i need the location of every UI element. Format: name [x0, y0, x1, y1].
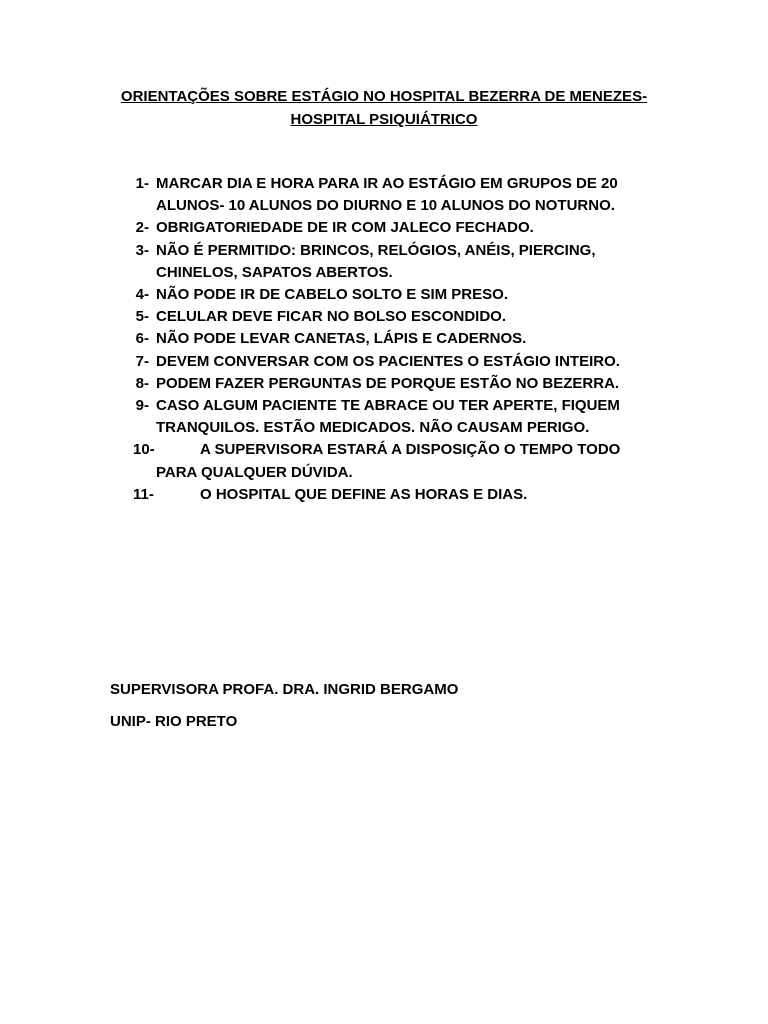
list-item — [0, 373, 768, 395]
list-item — [0, 484, 768, 506]
list-item-number: 3- — [135, 241, 149, 259]
institution-name: UNIP- RIO PRETO — [110, 713, 238, 730]
list-item-number: 7- — [135, 352, 149, 370]
list-item-number: 2- — [135, 219, 149, 237]
document-title-line-1: ORIENTAÇÕES SOBRE ESTÁGIO NO HOSPITAL BEZERRA DE MENEZES- — [120, 88, 648, 105]
list-item — [0, 328, 768, 350]
list-item-text: OBRIGATORIEDADE DE IR COM JALECO FECHADO. — [156, 219, 534, 237]
list-item-text — [156, 484, 636, 506]
list-item — [0, 173, 768, 217]
list-item-text-first: O HOSPITAL QUE DEFINE AS HORAS E DIAS. — [200, 485, 528, 503]
list-item-number: 10- — [133, 441, 155, 459]
list-item-text: NÃO PODE IR DE CABELO SOLTO E SIM PRESO. — [156, 286, 508, 304]
list-item — [0, 351, 768, 373]
supervisor-name: SUPERVISORA PROFA. DRA. INGRID BERGAMO — [110, 681, 459, 698]
list-item-text: PODEM FAZER PERGUNTAS DE PORQUE ESTÃO NO BEZERRA. — [156, 374, 620, 392]
list-item-text: MARCAR DIA E HORA PARA IR AO ESTÁGIO EM GRUPOS DE 20 ALUNOS- 10 ALUNOS DO DIURNO E 10 ALUNOS DO NOTURNO. — [156, 175, 618, 215]
list-item-text-rest: PARA QUALQUER DÚVIDA. — [156, 463, 353, 481]
list-item-text: NÃO PODE LEVAR CANETAS, LÁPIS E CADERNOS. — [156, 330, 527, 348]
list-item — [0, 240, 768, 284]
list-item-text-first: A SUPERVISORA ESTARÁ A DISPOSIÇÃO O TEMPO TODO — [200, 441, 621, 459]
list-item-number: 8- — [135, 374, 149, 392]
list-item-number: 9- — [135, 397, 149, 415]
list-item-text — [156, 439, 636, 483]
list-item-number: 11- — [133, 485, 154, 503]
list-item — [0, 439, 768, 483]
list-item — [0, 217, 768, 239]
list-item — [0, 395, 768, 439]
list-item — [0, 284, 768, 306]
orientation-list — [0, 173, 768, 506]
list-item-text: CELULAR DEVE FICAR NO BOLSO ESCONDIDO. — [156, 308, 507, 326]
list-item-number: 5- — [135, 308, 149, 326]
list-item-number: 4- — [135, 286, 149, 304]
list-item-text: CASO ALGUM PACIENTE TE ABRACE OU TER APERTE, FIQUEM TRANQUILOS. ESTÃO MEDICADOS. NÃO CAUSAM PERIGO. — [156, 397, 620, 437]
list-item-number: 6- — [135, 330, 149, 348]
list-item — [0, 306, 768, 328]
list-item-number: 1- — [135, 175, 149, 192]
list-item-text: NÃO É PERMITIDO: BRINCOS, RELÓGIOS, ANÉIS, PIERCING, CHINELOS, SAPATOS ABERTOS. — [156, 241, 596, 281]
list-item-text: DEVEM CONVERSAR COM OS PACIENTES O ESTÁGIO INTEIRO. — [156, 352, 620, 370]
document-title-line-2: HOSPITAL PSIQUIÁTRICO — [290, 111, 478, 128]
